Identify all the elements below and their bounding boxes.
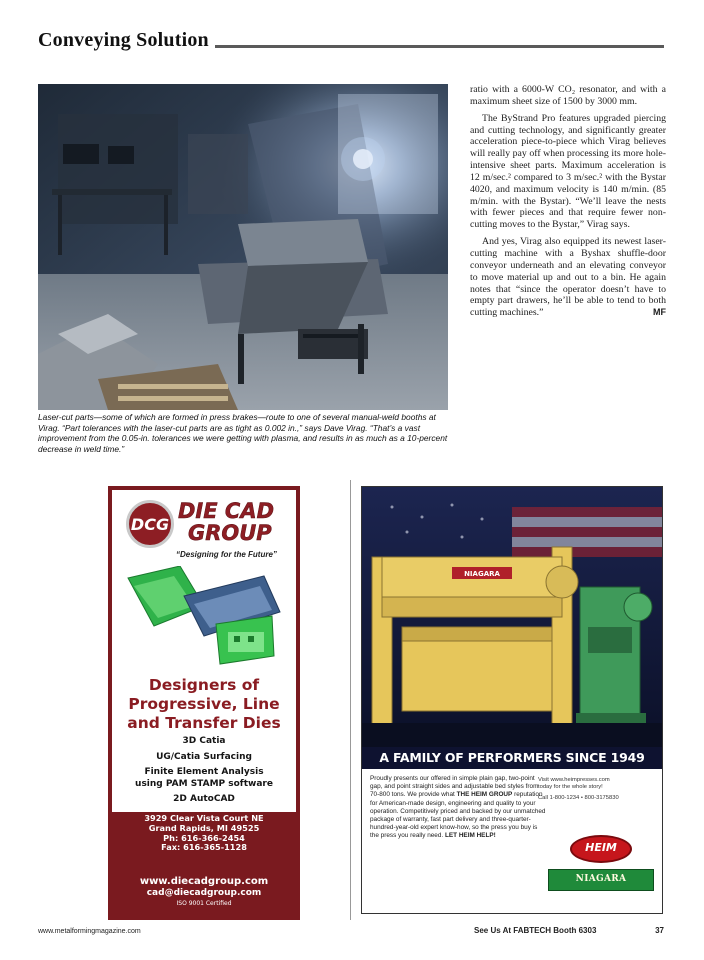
die-parts-illustration xyxy=(124,566,286,666)
dcg-logo-initials: DCG xyxy=(130,515,170,534)
machine-label: NIAGARA xyxy=(464,570,500,578)
ad-right-body xyxy=(370,775,546,841)
press-machines-photo xyxy=(362,487,662,747)
email-link[interactable]: cad@diecadgroup.com xyxy=(146,888,262,898)
section-header xyxy=(38,30,664,52)
section-title: Conveying Solution xyxy=(38,29,209,51)
dcg-brand-line1: DIE CAD xyxy=(178,499,274,523)
phone-line: Ph: 616-366-2454 xyxy=(163,832,245,843)
feature-item: 2D AutoCAD xyxy=(173,794,235,804)
contact-line[interactable]: Visit www.heimpresses.com xyxy=(538,777,610,783)
heim-niagara-ad[interactable] xyxy=(361,486,663,914)
niagara-logo-icon xyxy=(548,869,654,891)
ad-left-web xyxy=(112,876,296,908)
feature-item: using PAM STAMP software xyxy=(135,778,273,789)
contact-line: today for the whole story! xyxy=(538,784,603,791)
body-cta: LET HEIM HELP! xyxy=(444,832,496,840)
feature-item: UG/Catia Surfacing xyxy=(156,751,252,762)
heim-logo-icon xyxy=(570,835,632,863)
headline-line-3: and Transfer Dies xyxy=(127,714,281,732)
heim-niagara-logo xyxy=(548,835,654,901)
page-number: 37 xyxy=(655,926,664,935)
footer-url[interactable]: www.metalformingmagazine.com xyxy=(38,928,141,935)
ad-left-content xyxy=(112,490,296,812)
headline-line-1: Designers of xyxy=(148,676,260,694)
article-paragraph-3 xyxy=(470,236,666,319)
end-mark: MF xyxy=(653,307,666,318)
feature-item: 3D Catia xyxy=(182,736,226,746)
body-rest: reputation for American-made design, engineering and quality to your operation. Competitively priced and backed by our unmatched package of warranty, fast part delivery and three-quarter-hundred-year-old expert know-how, so the press you buy is the press you really need. xyxy=(370,791,546,840)
heim-logo-text: HEIM xyxy=(585,841,617,854)
dcg-logo-icon xyxy=(126,500,174,548)
article-paragraph-1: ratio with a 6000-W CO₂ resonator, and with a maximum sheet size of 1500 by 3000 mm. xyxy=(470,84,666,107)
footer-booth-note: See Us At FABTECH Booth 6303 xyxy=(474,926,597,935)
website-link[interactable]: www.diecadgroup.com xyxy=(139,876,269,887)
ad-left-headline xyxy=(112,676,296,733)
headline-line-2: Progressive, Line xyxy=(128,695,280,713)
die-cad-group-ad[interactable] xyxy=(108,486,300,920)
ad-left-address xyxy=(112,814,296,853)
contact-line: Call 1-800-1234 • 800-3175830 xyxy=(538,795,619,802)
dcg-brand-line2: GROUP xyxy=(188,521,272,545)
dcg-brand-name xyxy=(178,500,274,544)
feature-item: Finite Element Analysis xyxy=(144,767,264,777)
column-divider xyxy=(350,480,351,920)
niagara-logo-text: NIAGARA xyxy=(575,874,627,884)
article-column xyxy=(470,84,666,319)
body-brand: THE HEIM GROUP xyxy=(456,791,513,799)
welding-shop-photo xyxy=(38,84,448,410)
address-line: Grand Rapids, MI 49525 xyxy=(148,822,260,833)
article-paragraph-3-text: And yes, Virag also equipped its newest laser-cutting machine with a Byshax shuffle-door conveyor underneath and an elevating conveyor to move material up and out to a bin. He again notes that “since the operator doesn’t have to empty part drawers, he’ll be able to tend to both cutting machines.” xyxy=(470,236,666,319)
photo-illustration xyxy=(38,84,448,410)
body-intro: Proudly presents our offered in simple plain gap, two-point gap, and point straight sides and adjustable bed styles from 70-800 tons. We provide what xyxy=(370,775,539,799)
photo-caption: Laser-cut parts—some of which are formed in press brakes—route to one of several manual-weld booths at Virag. “Part tolerances with the laser-cut parts are as tight as 0.002 in.,” says Dave Virag. “That’s a vast improvement from the 0.05-in. tolerances we were getting with plasma, and results in as much as a 10-percent decrease in weld time.” xyxy=(38,412,448,454)
iso-note: ISO 9001 Certified xyxy=(176,900,232,907)
address-line: 3929 Clear Vista Court NE xyxy=(144,813,264,823)
press-machines-illustration xyxy=(362,487,662,747)
ad-right-contact xyxy=(538,777,656,803)
fax-line: Fax: 616-365-1128 xyxy=(161,842,247,853)
dcg-tagline: “Designing for the Future” xyxy=(176,550,277,559)
ad-left-features xyxy=(112,736,296,810)
page-footer xyxy=(38,924,664,940)
ad-right-banner: A FAMILY OF PERFORMERS SINCE 1949 xyxy=(362,747,662,769)
article-paragraph-2: The ByStrand Pro features upgraded piercing and cutting technology, and significantly greater acceleration piece-to-piece which Virag believes will really pay off when processing its more hole-intensive sheet parts. Maximum acceleration is 12 m/sec.² compared to 3 m/sec.² with the Bystar 4020, and maximum velocity is 140 m/min. (85 m/min. with the Bystar). “We’ll leave the nests with fewer pieces and that require fewer non-cutting moves to the Bystar,” Virag says. xyxy=(470,112,666,231)
